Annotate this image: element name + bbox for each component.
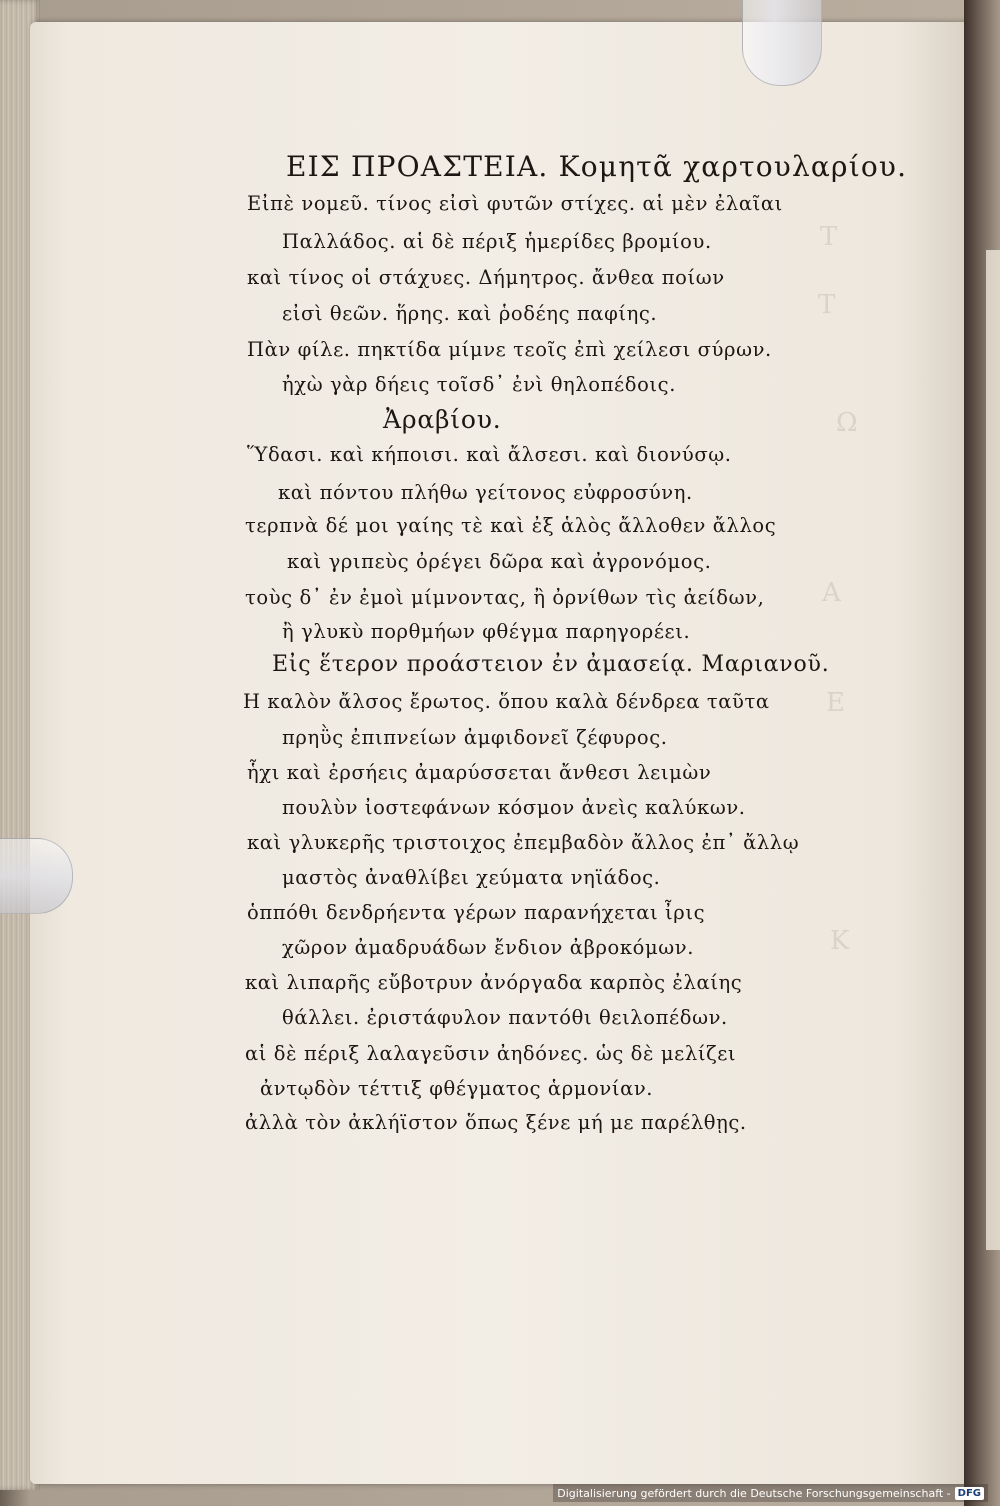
- text-line: καὶ γριπεὺς ὀρέγει δῶρα καὶ ἀγρονόμος.: [287, 550, 712, 573]
- text-line: τοὺς δ᾽ ἐν ἐμοὶ μίμνοντας, ἢ ὀρνίθων τὶς ἀείδων,: [245, 586, 765, 609]
- text-line: ὁππόθι δενδρήεντα γέρων παρανήχεται ἶρις: [247, 901, 706, 924]
- text-line: Η καλὸν ἄλσος ἔρωτος. ὅπου καλὰ δένδρεα ταῦτα: [243, 690, 770, 713]
- text-line: πρηῢς ἐπιπνείων ἀμφιδονεῖ ζέφυρος.: [282, 726, 668, 749]
- bleed-through-mark: K: [830, 926, 850, 956]
- text-line: ἠχὼ γὰρ δήεις τοῖσδ᾽ ἐνὶ θηλοπέδοις.: [282, 373, 676, 396]
- bleed-through-mark: Ω: [836, 408, 858, 438]
- text-line: χῶρον ἀμαδρυάδων ἔνδιον ἀβροκόμων.: [282, 936, 694, 959]
- dfg-logo-icon: DFG: [955, 1487, 984, 1500]
- text-line: ἀντῳδὸν τέττιξ φθέγματος ἁρμονίαν.: [260, 1077, 654, 1100]
- text-line: τερπνὰ δέ μοι γαίης τὲ καὶ ἐξ ἁλὸς ἄλλοθεν ἄλλος: [245, 514, 777, 537]
- bleed-through-mark: T: [818, 290, 836, 320]
- text-line: ἀλλὰ τὸν ἀκλήϊστον ὅπως ξένε μή με παρέλθῃς.: [245, 1111, 747, 1134]
- text-line: εἰσὶ θεῶν. ἥρης. καὶ ῥοδέης παφίης.: [282, 302, 658, 325]
- text-line: καὶ λιπαρῆς εὔβοτρυν ἀνόργαδα καρπὸς ἐλαίης: [245, 971, 743, 994]
- section-heading: Ἀραβίου.: [383, 405, 502, 434]
- text-line: καὶ πόντου πλήθω γείτονος εὐφροσύνη.: [278, 481, 693, 504]
- bleed-through-mark: A: [822, 578, 841, 608]
- plastic-page-clip-top: [742, 0, 822, 86]
- poem-title: ΕΙΣ ΠΡΟΑΣΤΕΙΑ. Κομητᾶ χαρτουλαρίου.: [286, 150, 908, 183]
- text-line: θάλλει. ἐριστάφυλον παντόθι θειλοπέδων.: [282, 1006, 728, 1029]
- digitization-credit: [553, 1484, 988, 1502]
- credit-text: Digitalisierung gefördert durch die Deutsche Forschungsgemeinschaft -: [557, 1486, 951, 1500]
- text-line: μαστὸς ἀναθλίβει χεύματα νηϊάδος.: [282, 866, 661, 889]
- text-line: καὶ τίνος οἱ στάχυες. Δήμητρος. ἄνθεα ποίων: [247, 266, 725, 289]
- text-line: Ὕδασι. καὶ κήποισι. καὶ ἄλσεσι. καὶ διονύσῳ.: [247, 443, 732, 466]
- text-line: Παλλάδος. αἱ δὲ πέριξ ἡμερίδες βρομίου.: [282, 230, 712, 253]
- section-heading: Εἰς ἕτερον προάστειον ἐν ἀμασείᾳ. Μαριανοῦ.: [272, 652, 830, 677]
- bleed-through-mark: E: [826, 688, 845, 718]
- text-line: ἢ γλυκὺ πορθμήων φθέγμα παρηγορέει.: [282, 620, 691, 643]
- text-line: αἱ δὲ πέριξ λαλαγεῦσιν ἀηδόνες. ὡς δὲ μελίζει: [245, 1042, 737, 1065]
- facing-page-edge: [986, 250, 1000, 1250]
- text-line: Εἰπὲ νομεῦ. τίνος εἰσὶ φυτῶν στίχες. αἱ μὲν ἐλαῖαι: [247, 192, 783, 215]
- book-gutter: [964, 0, 1000, 1506]
- text-line: Πὰν φίλε. πηκτίδα μίμνε τεοῖς ἐπὶ χείλεσι σύρων.: [247, 338, 772, 361]
- plastic-page-clip-left: [0, 838, 73, 914]
- text-line: ἧχι καὶ ἐρσήεις ἀμαρύσσεται ἄνθεσι λειμὼν: [247, 761, 712, 784]
- text-line: καὶ γλυκερῆς τριστοιχος ἐπεμβαδὸν ἄλλος ἐπ᾽ ἄλλῳ: [247, 831, 800, 854]
- text-line: πουλὺν ἰοστεφάνων κόσμον ἀνεὶς καλύκων.: [282, 796, 746, 819]
- bleed-through-mark: T: [820, 222, 838, 252]
